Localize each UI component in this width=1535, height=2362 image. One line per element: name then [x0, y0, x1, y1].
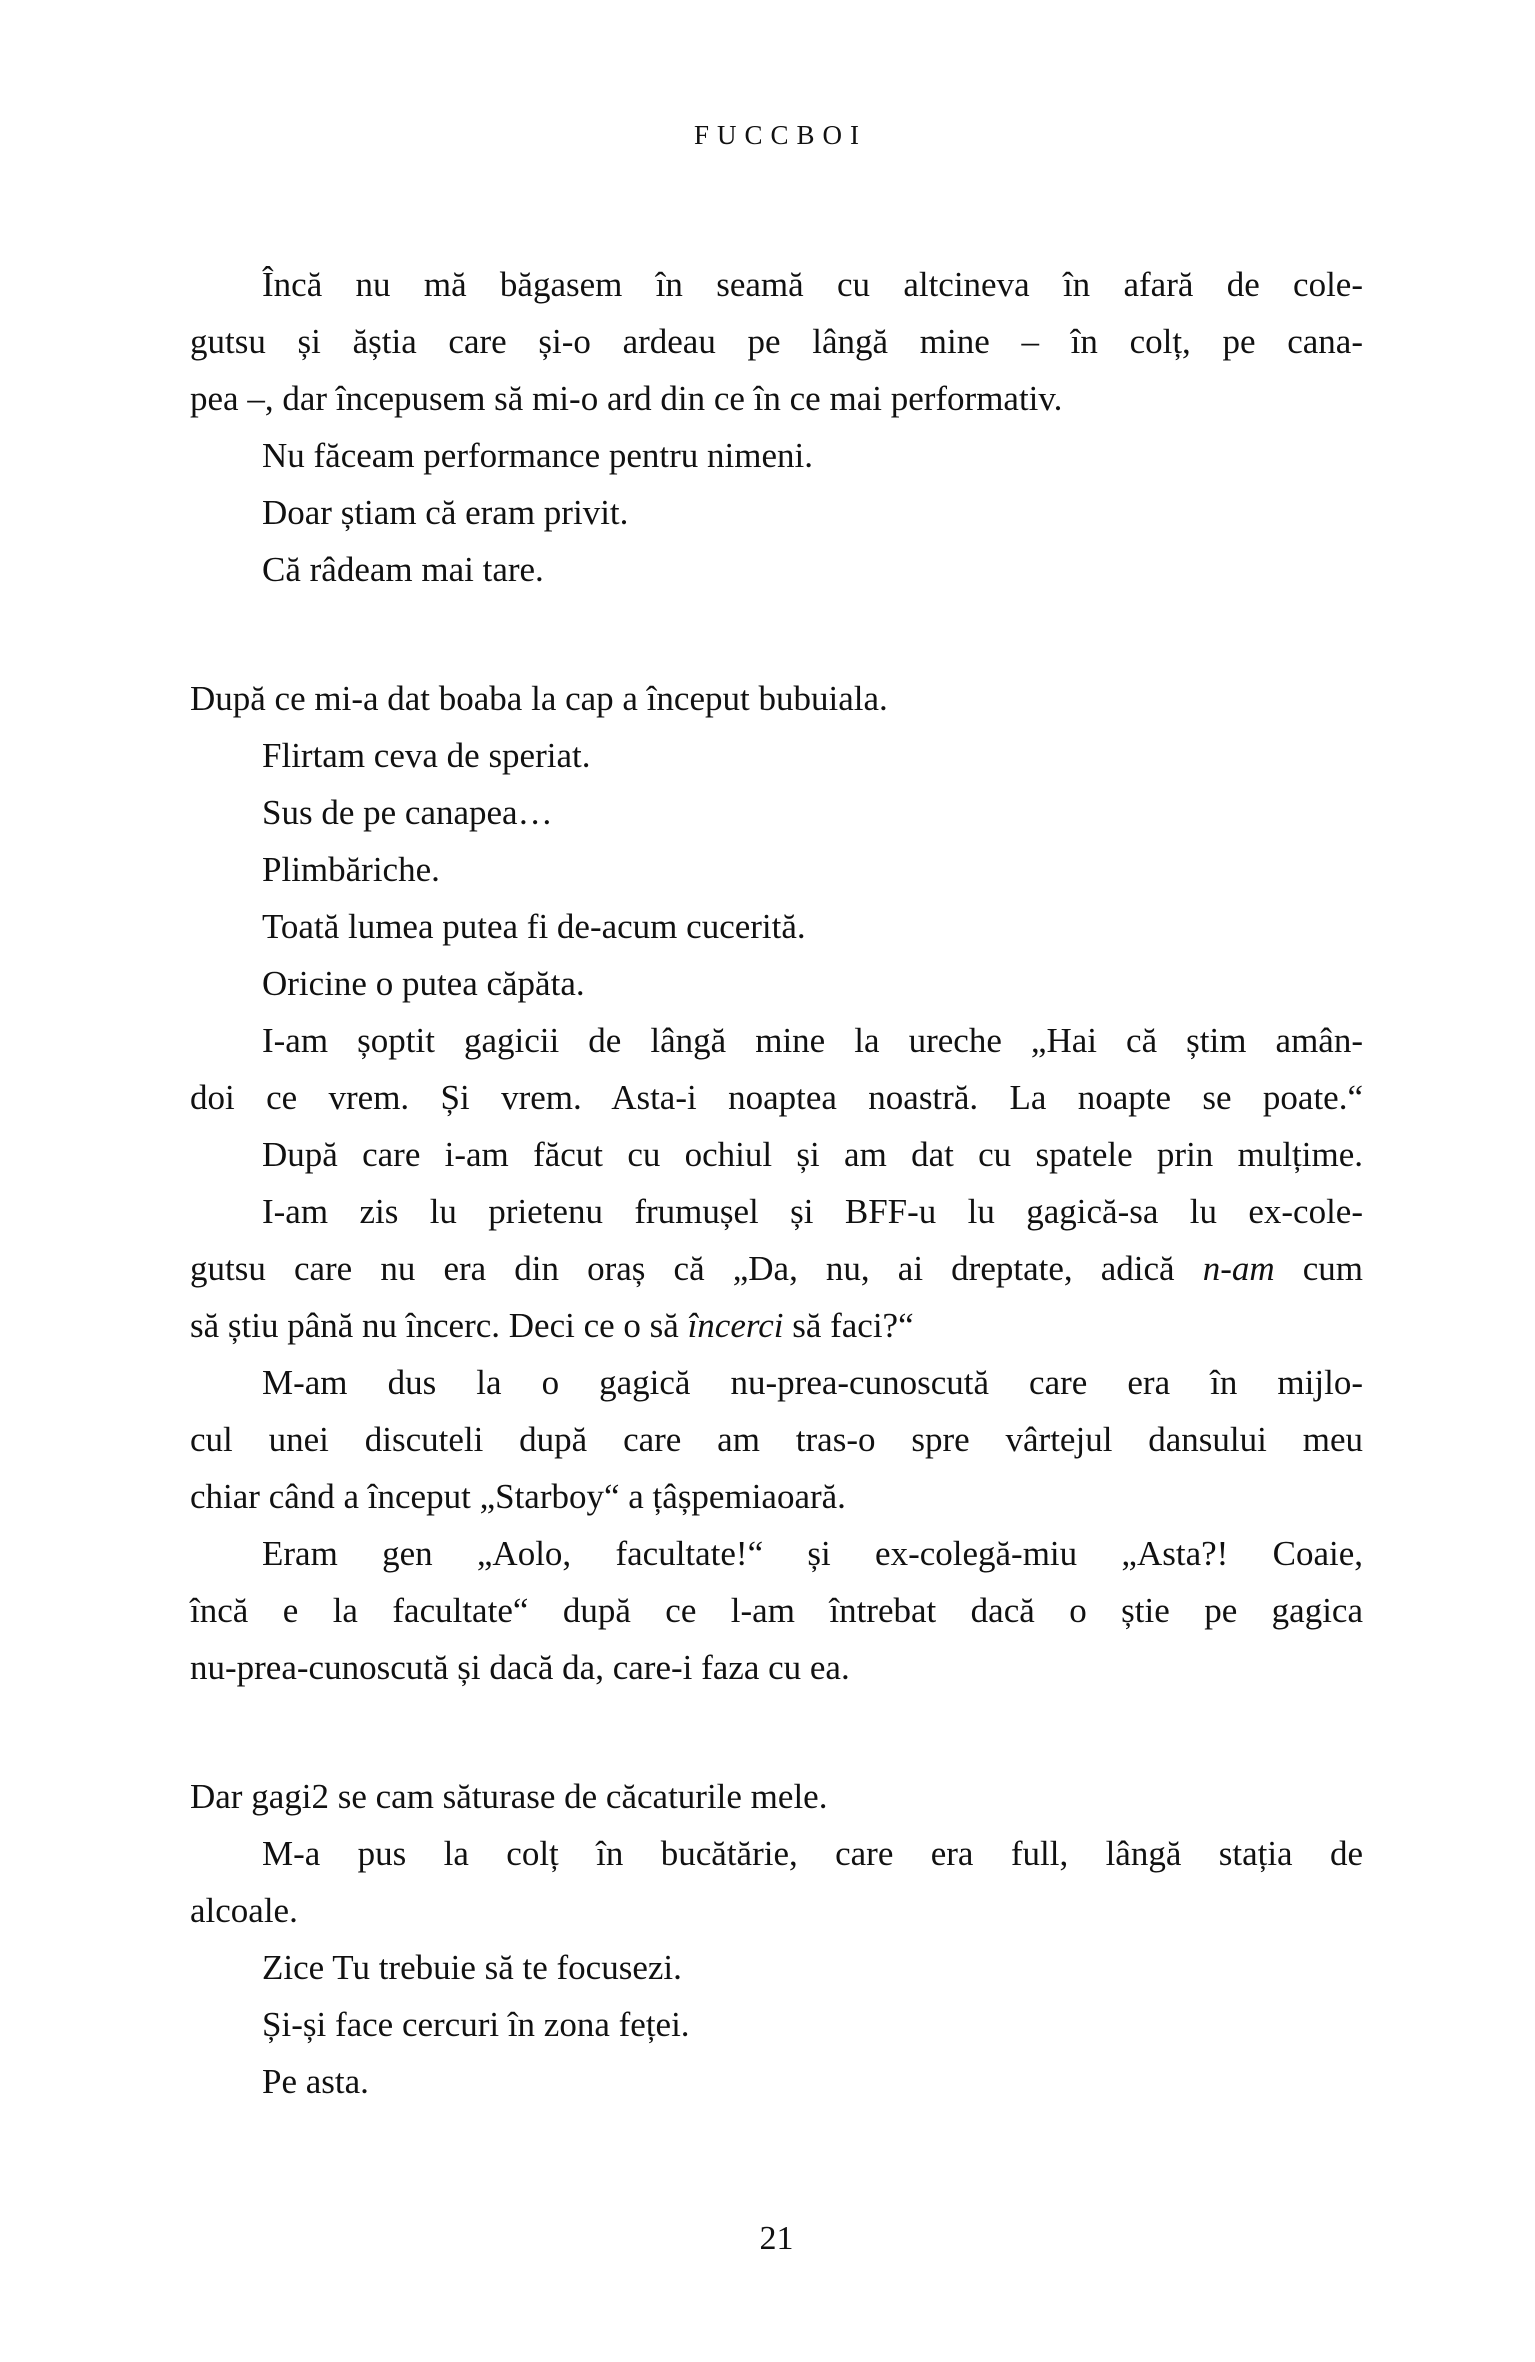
italic-text: n-am [1202, 1249, 1275, 1288]
text-line: M-a pus la colț în bucătărie, care era full, lângă stația de [262, 1834, 1363, 1873]
text-line [190, 1240, 1363, 1297]
italic-text: încerci [687, 1306, 784, 1345]
text-line: I-am șoptit gagicii de lângă mine la ureche „Hai că știm amân- [262, 1021, 1363, 1060]
text-line: chiar când a început „Starboy“ a țâșpemiaoară. [190, 1477, 846, 1516]
text-line: I-am zis lu prietenu frumușel și BFF-u lu gagică-sa lu ex-cole- [262, 1192, 1363, 1231]
text-segment: să faci?“ [783, 1306, 914, 1345]
paragraph-block-3 [190, 1768, 1363, 2110]
text-line: alcoale. [190, 1891, 298, 1930]
text-line: Sus de pe canapea… [262, 793, 553, 832]
text-line: Plimbăriche. [262, 850, 440, 889]
text-line [190, 1297, 1363, 1354]
body-text [190, 256, 1363, 2110]
paragraph-block-1 [190, 256, 1363, 598]
text-line: pea –, dar începusem să mi-o ard din ce în ce mai performativ. [190, 379, 1063, 418]
text-line: cul unei discuteli după care am tras-o spre vârtejul dansului meu [190, 1420, 1363, 1459]
text-line: După care i-am făcut cu ochiul și am dat cu spatele prin mulțime. [262, 1135, 1363, 1174]
text-line: încă e la facultate“ după ce l-am întrebat dacă o știe pe gagica [190, 1591, 1363, 1630]
text-line: nu-prea-cunoscută și dacă da, care-i faza cu ea. [190, 1648, 850, 1687]
paragraph-block-2 [190, 670, 1363, 1696]
text-line: Oricine o putea căpăta. [262, 964, 585, 1003]
text-line: doi ce vrem. Și vrem. Asta-i noaptea noastră. La noapte se poate.“ [190, 1078, 1363, 1117]
text-line: Flirtam ceva de speriat. [262, 736, 591, 775]
page-number: 21 [759, 2220, 794, 2257]
running-head-title: FUCCBOI [693, 120, 868, 150]
text-line: Toată lumea putea fi de-acum cucerită. [262, 907, 806, 946]
text-line: Pe asta. [262, 2062, 369, 2101]
text-line: Că râdeam mai tare. [262, 550, 544, 589]
text-line: Încă nu mă băgasem în seamă cu altcineva în afară de cole- [262, 265, 1363, 304]
text-segment: gutsu care nu era din oraș că „Da, nu, ai dreptate, adică [190, 1249, 1203, 1288]
text-line: M-am dus la o gagică nu-prea-cunoscută care era în mijlo- [262, 1363, 1363, 1402]
text-line: gutsu și ăștia care și-o ardeau pe lângă mine – în colț, pe cana- [190, 322, 1363, 361]
text-line: După ce mi-a dat boaba la cap a început bubuiala. [190, 679, 888, 718]
text-line: Doar știam că eram privit. [262, 493, 629, 532]
text-segment: să știu până nu încerc. Deci ce o să [190, 1306, 688, 1345]
text-line: Zice Tu trebuie să te focusezi. [262, 1948, 682, 1987]
text-line: Și-și face cercuri în zona feței. [262, 2005, 690, 2044]
text-line: Eram gen „Aolo, facultate!“ și ex-colegă-miu „Asta?! Coaie, [262, 1534, 1363, 1573]
text-line: Dar gagi2 se cam săturase de căcaturile mele. [190, 1777, 828, 1816]
text-line: Nu făceam performance pentru nimeni. [262, 436, 813, 475]
text-segment: cum [1274, 1249, 1363, 1288]
